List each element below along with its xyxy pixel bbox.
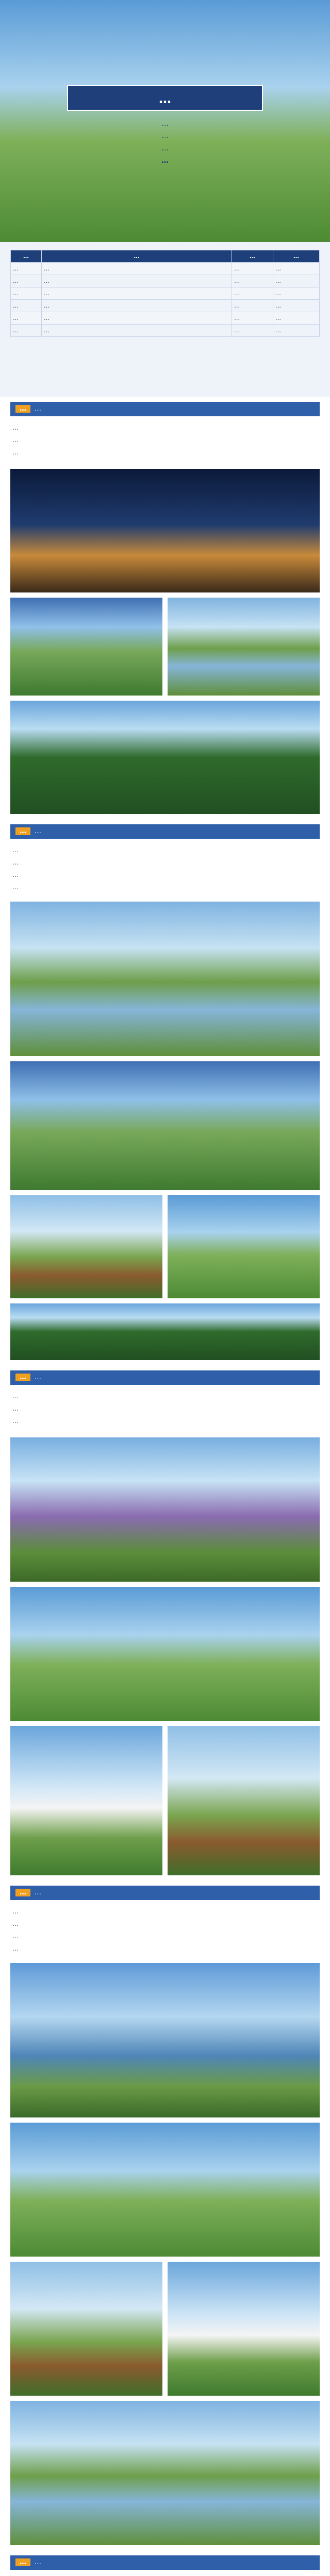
day-5-section <box>0 2550 330 2576</box>
table-cell: … <box>11 312 42 325</box>
day-paragraph: … <box>12 859 19 866</box>
table-cell: … <box>232 312 273 325</box>
meadow-photo <box>168 1195 320 1298</box>
table-cell: … <box>42 312 232 325</box>
river-photo <box>10 2401 320 2545</box>
lake-photo <box>10 1963 320 2117</box>
prairie-photo <box>10 1587 320 1721</box>
day-paragraph: … <box>12 436 19 444</box>
yurt-photo <box>10 1726 162 1875</box>
day-title: … <box>35 1889 41 1896</box>
herd-photo <box>10 2262 162 2396</box>
table-cell: … <box>273 325 320 337</box>
day-paragraph: … <box>12 1945 19 1952</box>
table-cell: … <box>273 312 320 325</box>
table-cell: … <box>11 287 42 300</box>
table-cell: … <box>232 287 273 300</box>
table-row <box>11 275 320 287</box>
table-cell: … <box>232 325 273 337</box>
table-row <box>11 312 320 325</box>
day-title: … <box>35 827 41 835</box>
day-paragraph: … <box>12 1908 19 1915</box>
day-4-section <box>0 1880 330 2550</box>
table-row <box>11 300 320 312</box>
river-bend-photo <box>10 902 320 1056</box>
day-paragraph: … <box>12 1933 19 1940</box>
day-title-bar <box>10 402 320 416</box>
day-badge: … <box>15 2558 30 2566</box>
river-photo <box>168 598 320 696</box>
day-paragraph: … <box>12 1920 19 1927</box>
overview-header: … <box>11 250 42 263</box>
day-badge: … <box>15 1889 30 1896</box>
wetland-photo <box>10 1061 320 1190</box>
table-cell: … <box>232 300 273 312</box>
forest-photo <box>10 701 320 814</box>
overview-table <box>10 250 320 337</box>
table-row <box>11 325 320 337</box>
horseback-photo <box>168 1726 320 1875</box>
table-cell: … <box>273 275 320 287</box>
horses-photo <box>10 1195 162 1298</box>
page-title: … <box>67 85 263 111</box>
table-cell: … <box>273 263 320 275</box>
city-night-photo <box>10 469 320 592</box>
grassland-photo <box>10 598 162 696</box>
table-cell: … <box>11 275 42 287</box>
day-2-section <box>0 819 330 1365</box>
table-cell: … <box>232 263 273 275</box>
day-badge: … <box>15 405 30 413</box>
table-row <box>11 263 320 275</box>
table-cell: … <box>11 300 42 312</box>
table-cell: … <box>11 325 42 337</box>
day-1-section <box>0 397 330 819</box>
day-paragraph: … <box>12 1405 19 1412</box>
day-title: … <box>35 1374 41 1381</box>
day-title-bar <box>10 1886 320 1900</box>
flower-field-photo <box>10 1437 320 1582</box>
table-cell: … <box>42 263 232 275</box>
table-cell: … <box>42 287 232 300</box>
table-cell: … <box>42 300 232 312</box>
overview-header: … <box>232 250 273 263</box>
camp-photo <box>168 2262 320 2396</box>
overview-header: … <box>273 250 320 263</box>
table-row <box>11 287 320 300</box>
day-3-section <box>0 1365 330 1880</box>
overview-section <box>0 242 330 397</box>
intro-line: … <box>161 144 169 152</box>
day-title: … <box>35 405 41 413</box>
day-title: … <box>35 2558 41 2566</box>
day-paragraph: … <box>12 871 19 878</box>
table-cell: … <box>11 263 42 275</box>
table-cell: … <box>232 275 273 287</box>
grassland-photo <box>10 2123 320 2257</box>
day-paragraph: … <box>12 1393 19 1400</box>
table-cell: … <box>42 275 232 287</box>
day-paragraph: … <box>12 884 19 891</box>
day-paragraph: … <box>12 1417 19 1425</box>
table-cell: … <box>42 325 232 337</box>
day-badge: … <box>15 1374 30 1381</box>
intro-line: … <box>161 132 169 140</box>
forest-strip-photo <box>10 1303 320 1360</box>
day-paragraph: … <box>12 449 19 456</box>
hero-section <box>0 0 330 242</box>
day-title-bar <box>10 2555 320 2570</box>
table-cell: … <box>273 300 320 312</box>
day-paragraph: … <box>12 424 19 431</box>
intro-line: … <box>161 157 169 165</box>
day-badge: … <box>15 827 30 835</box>
day-title-bar <box>10 824 320 839</box>
day-title-bar <box>10 1370 320 1385</box>
intro-line: … <box>161 120 169 128</box>
table-cell: … <box>273 287 320 300</box>
day-paragraph: … <box>12 846 19 854</box>
overview-header: … <box>42 250 232 263</box>
